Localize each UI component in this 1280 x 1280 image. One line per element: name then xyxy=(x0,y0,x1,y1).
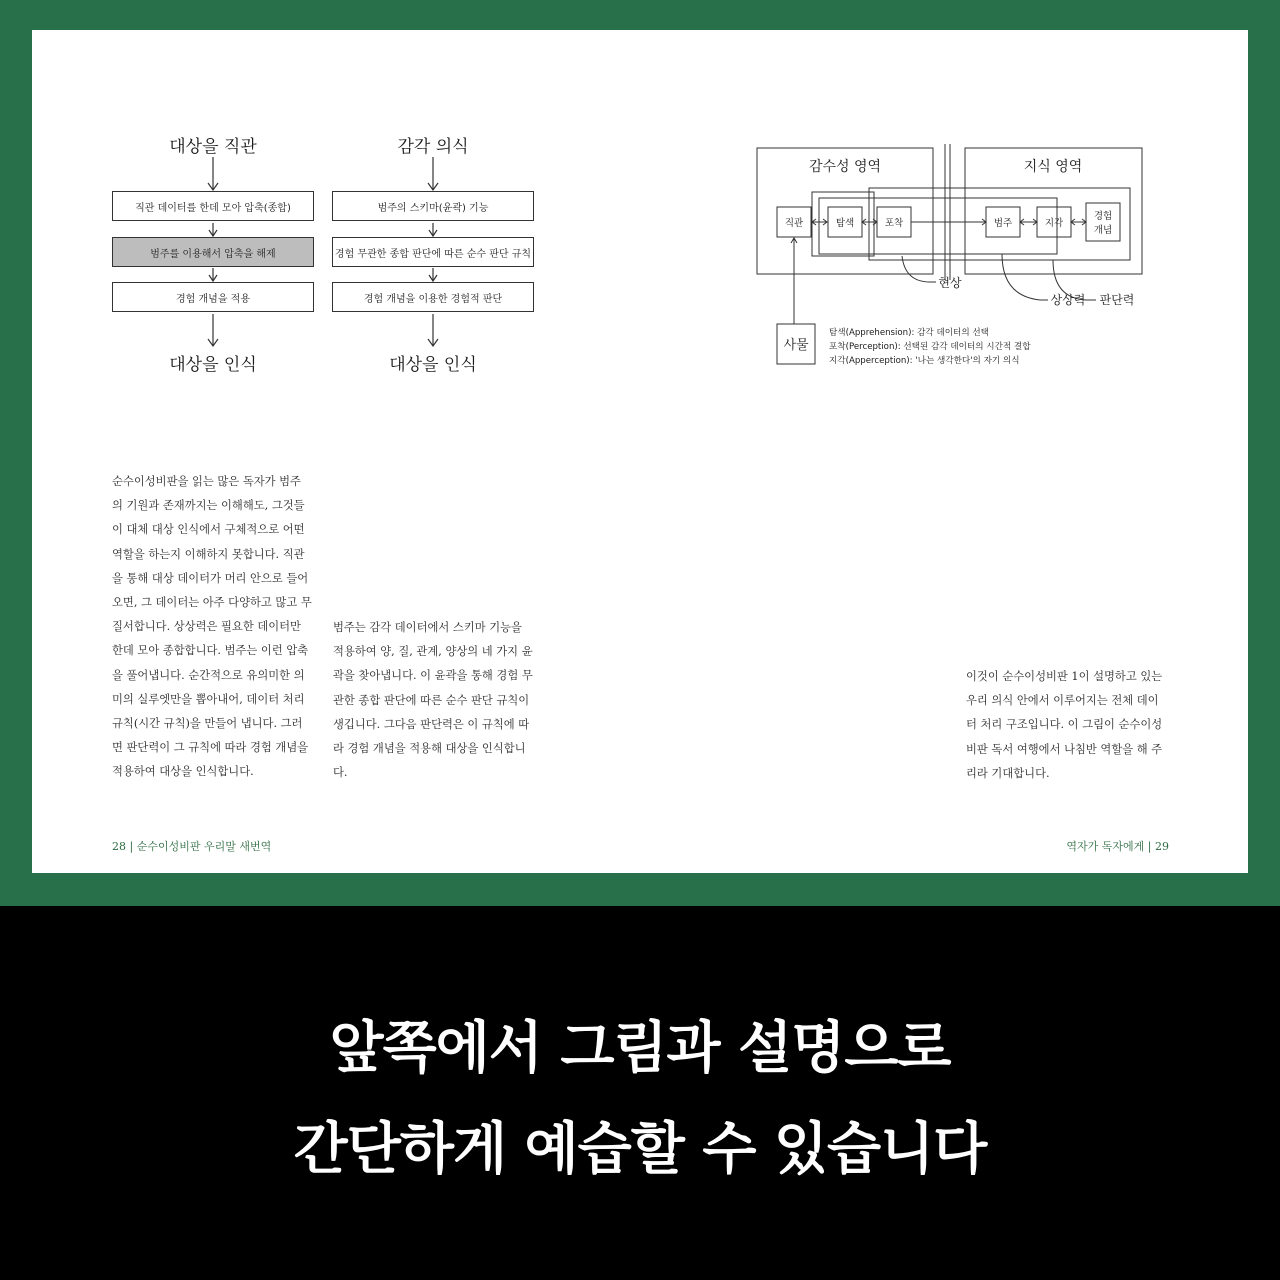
flow-left-result: 대상을 인식 xyxy=(169,355,257,375)
flow-right-box-3: 경험 개념을 이용한 경험적 판단 xyxy=(332,282,534,312)
paragraph-left: 순수이성비판을 읽는 많은 독자가 범주 의 기원과 존재까지는 이해해도, 그것들 이 대체 대상 인식에서 구체적으로 어떤 역할을 하는지 이해하지 못합니다. 직관 을 통해 대상 데이터가 머리 안으로 들어 오면, 그 데이터는 아주 다양하고 많고 무 질서합니다. 상상력은 필요한 데이터만 한데 모아 종합합니다. 범주는 이런 압축 을 풀어냅니다. 순간적으로 유의미한 의 미의 실루엣만을 뽑아내어, 데이터 처리 규칙(시간 규칙)을 만들어 냅니다. 그러 면 판단력이 그 규칙에 따라 경험 개념을 적용하여 대상을 인식합니다. xyxy=(112,475,312,779)
book-spread xyxy=(32,30,1248,873)
flow-right-box-2: 경험 무관한 종합 판단에 따른 순수 판단 규칙 xyxy=(332,237,534,267)
legend-apprehension: 탐색(Apprehension): 감각 데이터의 선택 xyxy=(829,328,989,338)
flow-right-title: 감각 의식 xyxy=(397,137,469,157)
flow-right-box-1: 범주의 스키마(윤곽) 기능 xyxy=(332,191,534,221)
callout-phenomenon: 현상 xyxy=(938,276,962,290)
caption-line-1: 앞쪽에서 그림과 설명으로 xyxy=(329,1016,951,1081)
footer-right: 역자가 독자에게 | 29 xyxy=(1066,840,1169,853)
legend-apperception: 지각(Apperception): '나는 생각한다'의 자기 의식 xyxy=(829,356,1020,366)
paragraph-middle: 범주는 감각 데이터에서 스키마 기능을 적용하여 양, 질, 관계, 양상의 네 가지 윤 곽을 찾아냅니다. 이 윤곽을 통해 경험 무 관한 종합 판단에 따른 순수 판단 규칙이 생깁니다. 그다음 판단력은 이 규칙에 따 라 경험 개념을 적용해 대상을 인식합니 다. xyxy=(333,621,533,780)
node-intuition: 직관 xyxy=(784,218,804,229)
sensibility-label: 감수성 영역 xyxy=(808,159,882,175)
footer-left: 28 | 순수이성비판 우리말 새번역 xyxy=(112,840,272,853)
flow-left-box-3: 경험 개념을 적용 xyxy=(112,282,314,312)
node-apprehension: 탐색 xyxy=(835,218,855,229)
knowledge-label: 지식 영역 xyxy=(1023,159,1083,175)
flow-right-result: 대상을 인식 xyxy=(389,355,477,375)
node-category: 범주 xyxy=(993,218,1013,229)
caption-line-2: 간단하게 예습할 수 있습니다 xyxy=(293,1117,987,1182)
node-perception: 포착 xyxy=(884,218,904,229)
flow-left-box-2: 범주를 이용해서 압축을 해제 xyxy=(112,237,314,267)
paragraph-right: 이것이 순수이성비판 1이 설명하고 있는 우리 의식 안에서 이루어지는 전체 데이 터 처리 구조입니다. 이 그림이 순수이성 비판 독서 여행에서 나침반 역할을 해 주 리라 기대합니다. xyxy=(966,670,1163,780)
node-apperception: 지각 xyxy=(1044,218,1064,229)
legend-perception: 포착(Perception): 선택된 감각 데이터의 시간적 결합 xyxy=(829,342,1031,352)
node-thing: 사물 xyxy=(783,338,809,353)
callout-judgment: 판단력 xyxy=(1099,293,1135,307)
flow-left-title: 대상을 직관 xyxy=(169,137,257,157)
cognition-diagram xyxy=(750,140,1170,380)
callout-imagination: 상상력 xyxy=(1050,293,1086,307)
node-concept-line1: 경험 xyxy=(1093,211,1113,222)
flow-left-box-1: 직관 데이터를 한데 모아 압축(종합) xyxy=(112,191,314,221)
node-concept-line2: 개념 xyxy=(1093,225,1113,236)
